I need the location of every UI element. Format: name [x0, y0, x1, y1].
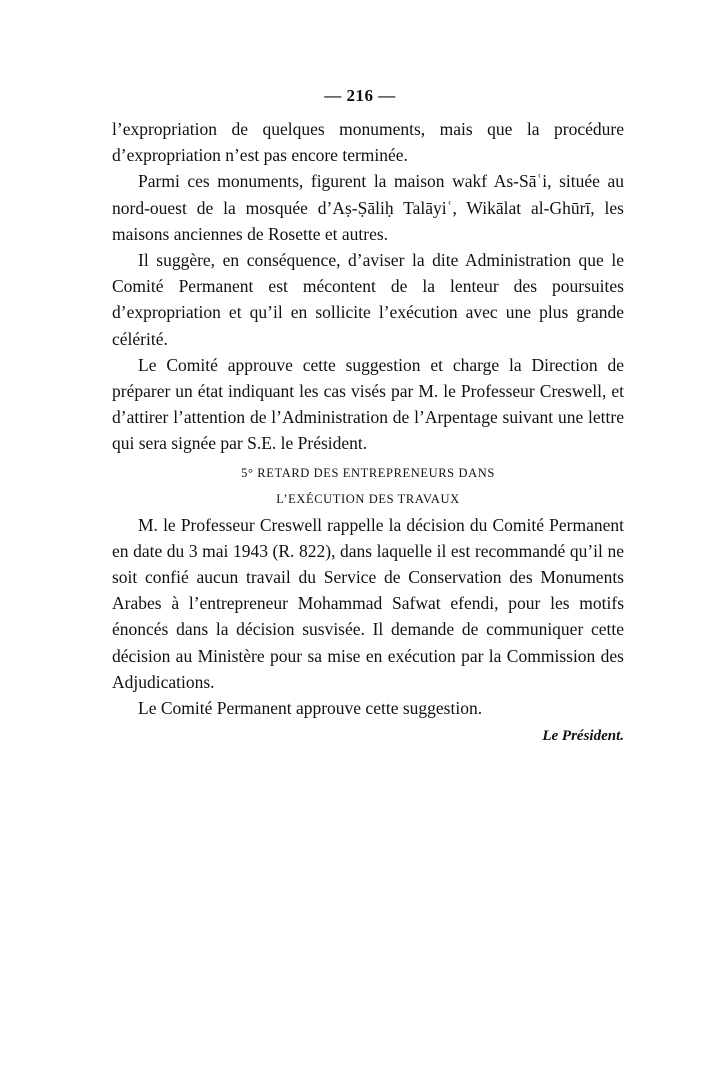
paragraph-final-approval: Le Comité Permanent approuve cette suggestion.	[138, 698, 483, 719]
signature-president: Le Président.	[542, 728, 624, 745]
paragraph-creswell-reminder: M. le Professeur Creswell rappelle la décision du Comité Permanent en date du 3 mai 1943 (R. 822), dans laquelle il est recommandé qu’il ne soit confié aucun travail du Service de Conservation des Monuments Arabes à l’entrepreneur Mohammad Safwat efendi, pour les motifs énoncés dans la décision susvisée. Il demande de communiquer cette décision au Ministère pour sa mise en exécution par la Commission des Adjudications.	[112, 514, 624, 692]
section-heading-line2: L’EXÉCUTION DES TRAVAUX	[276, 491, 460, 506]
paragraph-committee-approval: Le Comité approuve cette suggestion et charge la Direction de préparer un état indiquant les cas visés par M. le Professeur Creswell, et d’attirer l’attention de l’Administration de l’Arpentage suivant une lettre qui sera signée par S.E. le Président.	[112, 354, 624, 454]
body-text	[112, 116, 624, 749]
paragraph-monuments-list: Parmi ces monuments, figurent la maison wakf As-Sāʿi, située au nord-ouest de la mosquée d’Aṣ-Ṣāliḥ Talāyiʿ, Wikālat al-Ghūrī, les maisons anciennes de Rosette et autres.	[112, 171, 624, 244]
section-heading-line1: 5° RETARD DES ENTREPRENEURS DANS	[241, 465, 495, 480]
paragraph-suggestion: Il suggère, en conséquence, d’aviser la dite Administration que le Comité Permanent est mécontent de la lenteur des poursuites d’expropriation et qu’il en sollicite l’exécution avec une plus grande célérité.	[112, 250, 624, 349]
page-number: — 216 —	[324, 86, 396, 105]
paragraph-expropriation-continued: l’expropriation de quelques monuments, mais que la procédure d’expropriation n’est pas encore terminée.	[112, 119, 624, 166]
